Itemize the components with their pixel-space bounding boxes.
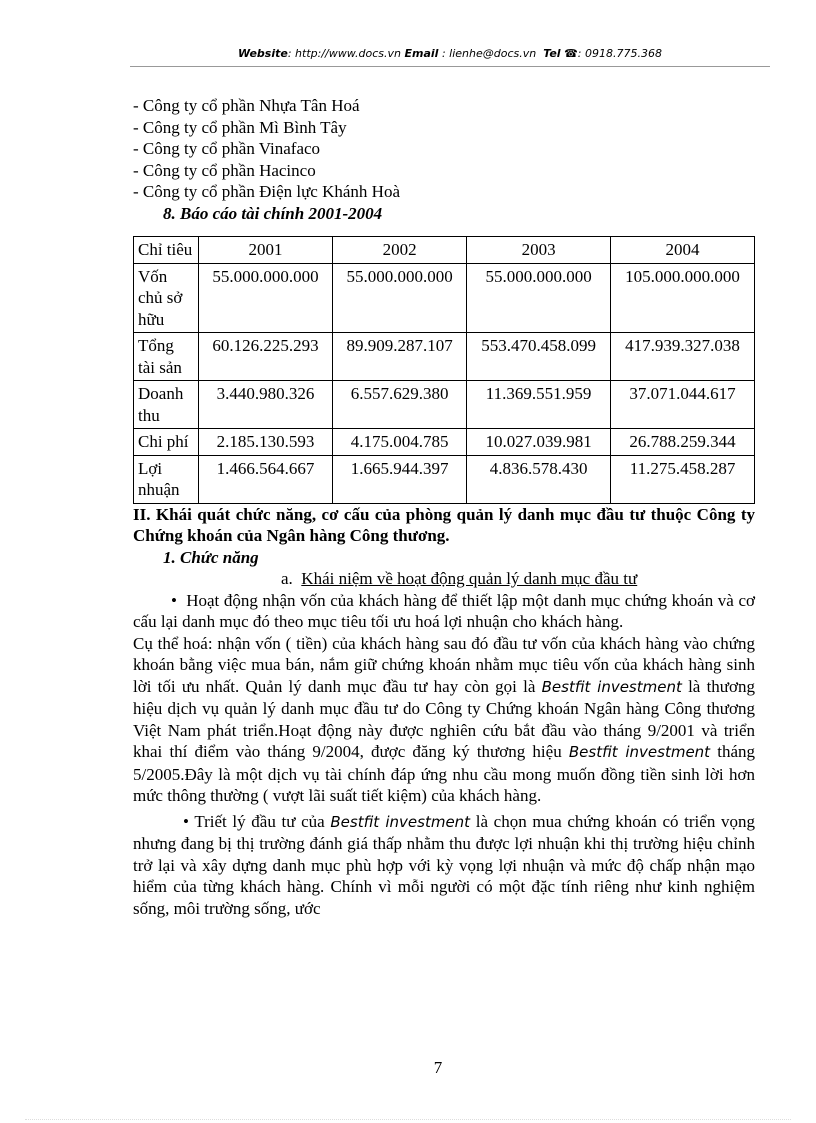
row-label: Chi phí: [134, 429, 199, 456]
subsection-a-prefix: a.: [281, 569, 293, 588]
table-cell: 26.788.259.344: [611, 429, 755, 456]
list-item: - Công ty cổ phần Nhựa Tân Hoá: [133, 96, 360, 115]
page-number: 7: [433, 1058, 443, 1077]
table-row: [134, 429, 755, 456]
subsection-a-text: Khái niệm về hoạt động quản lý danh mục đầu tư: [301, 569, 638, 588]
paragraph-2-text: Cụ thể hoá: nhận vốn ( tiền) của khách hàng sau đó đầu tư vốn của khách hàng vào chứng khoán bằng việc mua bán, nắm giữ chứng khoán nhằm mục tiêu vốn của khách hàng sinh lời tối ưu nhất. Quản lý danh mục đầu tư hay còn gọi là: [133, 633, 755, 696]
table-cell: 11.369.551.959: [467, 381, 611, 429]
table-cell: 417.939.327.038: [611, 333, 755, 381]
row-label: Lợi nhuận: [134, 455, 199, 503]
table-cell: 1.665.944.397: [333, 455, 467, 503]
paragraph-3-text: là chọn mua chứng khoán có triển vọng nhưng đang bị thị trường đánh giá thấp nhằm thu được lợi nhuận khi thị trường hiệu chỉnh trở lại và xây dựng danh mục phù hợp với kỳ vọng lợi nhuận và mức độ chấp nhận mạo hiểm của từng khách hàng. Chính vì mỗi người có một đặc tính riêng như kinh nghiệm sống, môi trường sống, ước: [133, 811, 755, 918]
paragraph-2: [133, 633, 755, 807]
table-header-cell: 2002: [333, 237, 467, 264]
table-cell: 60.126.225.293: [199, 333, 333, 381]
subsection-a-title: [133, 568, 755, 590]
table-header-cell: 2001: [199, 237, 333, 264]
section-2-title: II. Khái quát chức năng, cơ cấu của phòng quản lý danh mục đầu tư thuộc Công ty Chứng khoán của Ngân hàng Công thương.: [133, 504, 755, 545]
page-header: [130, 47, 770, 60]
paragraph-2-text: tháng 5/2005.Đây là một dịch vụ tài chính đáp ứng nhu cầu mong muốn đồng tiền sinh lời hơn mức thông thường ( vượt lãi suất tiết kiệm) của khách hàng.: [133, 742, 756, 805]
brand-name: Bestfit investment: [568, 743, 711, 761]
table-row: [134, 263, 755, 333]
table-row: [134, 455, 755, 503]
table-cell: 105.000.000.000: [611, 263, 755, 333]
table-header-cell: Chỉ tiêu: [134, 237, 199, 264]
table-cell: 11.275.458.287: [611, 455, 755, 503]
website-value[interactable]: : http://www.docs.vn: [287, 47, 402, 60]
document-body: [133, 95, 755, 919]
table-cell: 4.175.004.785: [333, 429, 467, 456]
company-list: [133, 95, 755, 203]
paragraph-1-text: Hoạt động nhận vốn của khách hàng để thiết lập một danh mục chứng khoán và cơ cấu lại danh mục đó theo mục tiêu tối ưu hoá lợi nhuận cho khách hàng.: [133, 590, 755, 631]
table-cell: 55.000.000.000: [467, 263, 611, 333]
paragraph-3-text: Triết lý đầu tư của: [194, 811, 331, 831]
table-row: [134, 381, 755, 429]
section-8-title: 8. Báo cáo tài chính 2001-2004: [163, 203, 383, 223]
list-item: - Công ty cổ phần Vinafaco: [133, 139, 321, 158]
bullet-icon: •: [171, 590, 177, 610]
list-item: - Công ty cổ phần Mì Bình Tây: [133, 117, 347, 137]
email-value[interactable]: : lienhe@docs.vn: [441, 47, 537, 60]
header-divider: [130, 66, 770, 67]
table-header-cell: 2004: [611, 237, 755, 264]
financial-table: [133, 236, 755, 504]
page-bottom-divider: [25, 1119, 791, 1120]
table-cell: 6.557.629.380: [333, 381, 467, 429]
table-cell: 55.000.000.000: [333, 263, 467, 333]
table-cell: 55.000.000.000: [199, 263, 333, 333]
subsection-1-title: 1. Chức năng: [163, 547, 259, 567]
row-label: Doanh thu: [134, 381, 199, 429]
table-cell: 89.909.287.107: [333, 333, 467, 381]
tel-label: Tel: [543, 47, 561, 60]
table-cell: 10.027.039.981: [467, 429, 611, 456]
list-item: - Công ty cổ phần Hacinco: [133, 160, 316, 180]
table-header-cell: 2003: [467, 237, 611, 264]
website-label: Website: [238, 47, 288, 60]
row-label: Vốn chủ sở hữu: [134, 263, 199, 333]
table-cell: 4.836.578.430: [467, 455, 611, 503]
brand-name: Bestfit investment: [541, 677, 682, 696]
table-cell: 2.185.130.593: [199, 429, 333, 456]
tel-value: : 0918.775.368: [577, 47, 662, 60]
table-cell: 37.071.044.617: [611, 381, 755, 429]
paragraph-2-text: là thương hiệu dịch vụ quản lý danh mục đầu tư do Công ty Chứng khoán Ngân hàng Công thương Việt Nam phát triển.Hoạt động này được nghiên cứu bắt đầu vào tháng 9/2001 và triển khai thí điểm vào tháng 9/2004, được đăng ký thương hiệu: [133, 676, 755, 761]
table-cell: 1.466.564.667: [199, 455, 333, 503]
paragraph-3: [133, 811, 755, 920]
table-cell: 3.440.980.326: [199, 381, 333, 429]
bullet-icon: •: [183, 811, 189, 831]
brand-name: Bestfit investment: [330, 812, 471, 831]
phone-icon: ☎: [564, 47, 578, 60]
email-label: Email: [404, 47, 439, 60]
table-row: [134, 333, 755, 381]
table-cell: 553.470.458.099: [467, 333, 611, 381]
row-label: Tổng tài sản: [134, 333, 199, 381]
table-header-row: [134, 237, 755, 264]
paragraph-1: [133, 590, 755, 633]
list-item: - Công ty cổ phần Điện lực Khánh Hoà: [133, 182, 400, 201]
